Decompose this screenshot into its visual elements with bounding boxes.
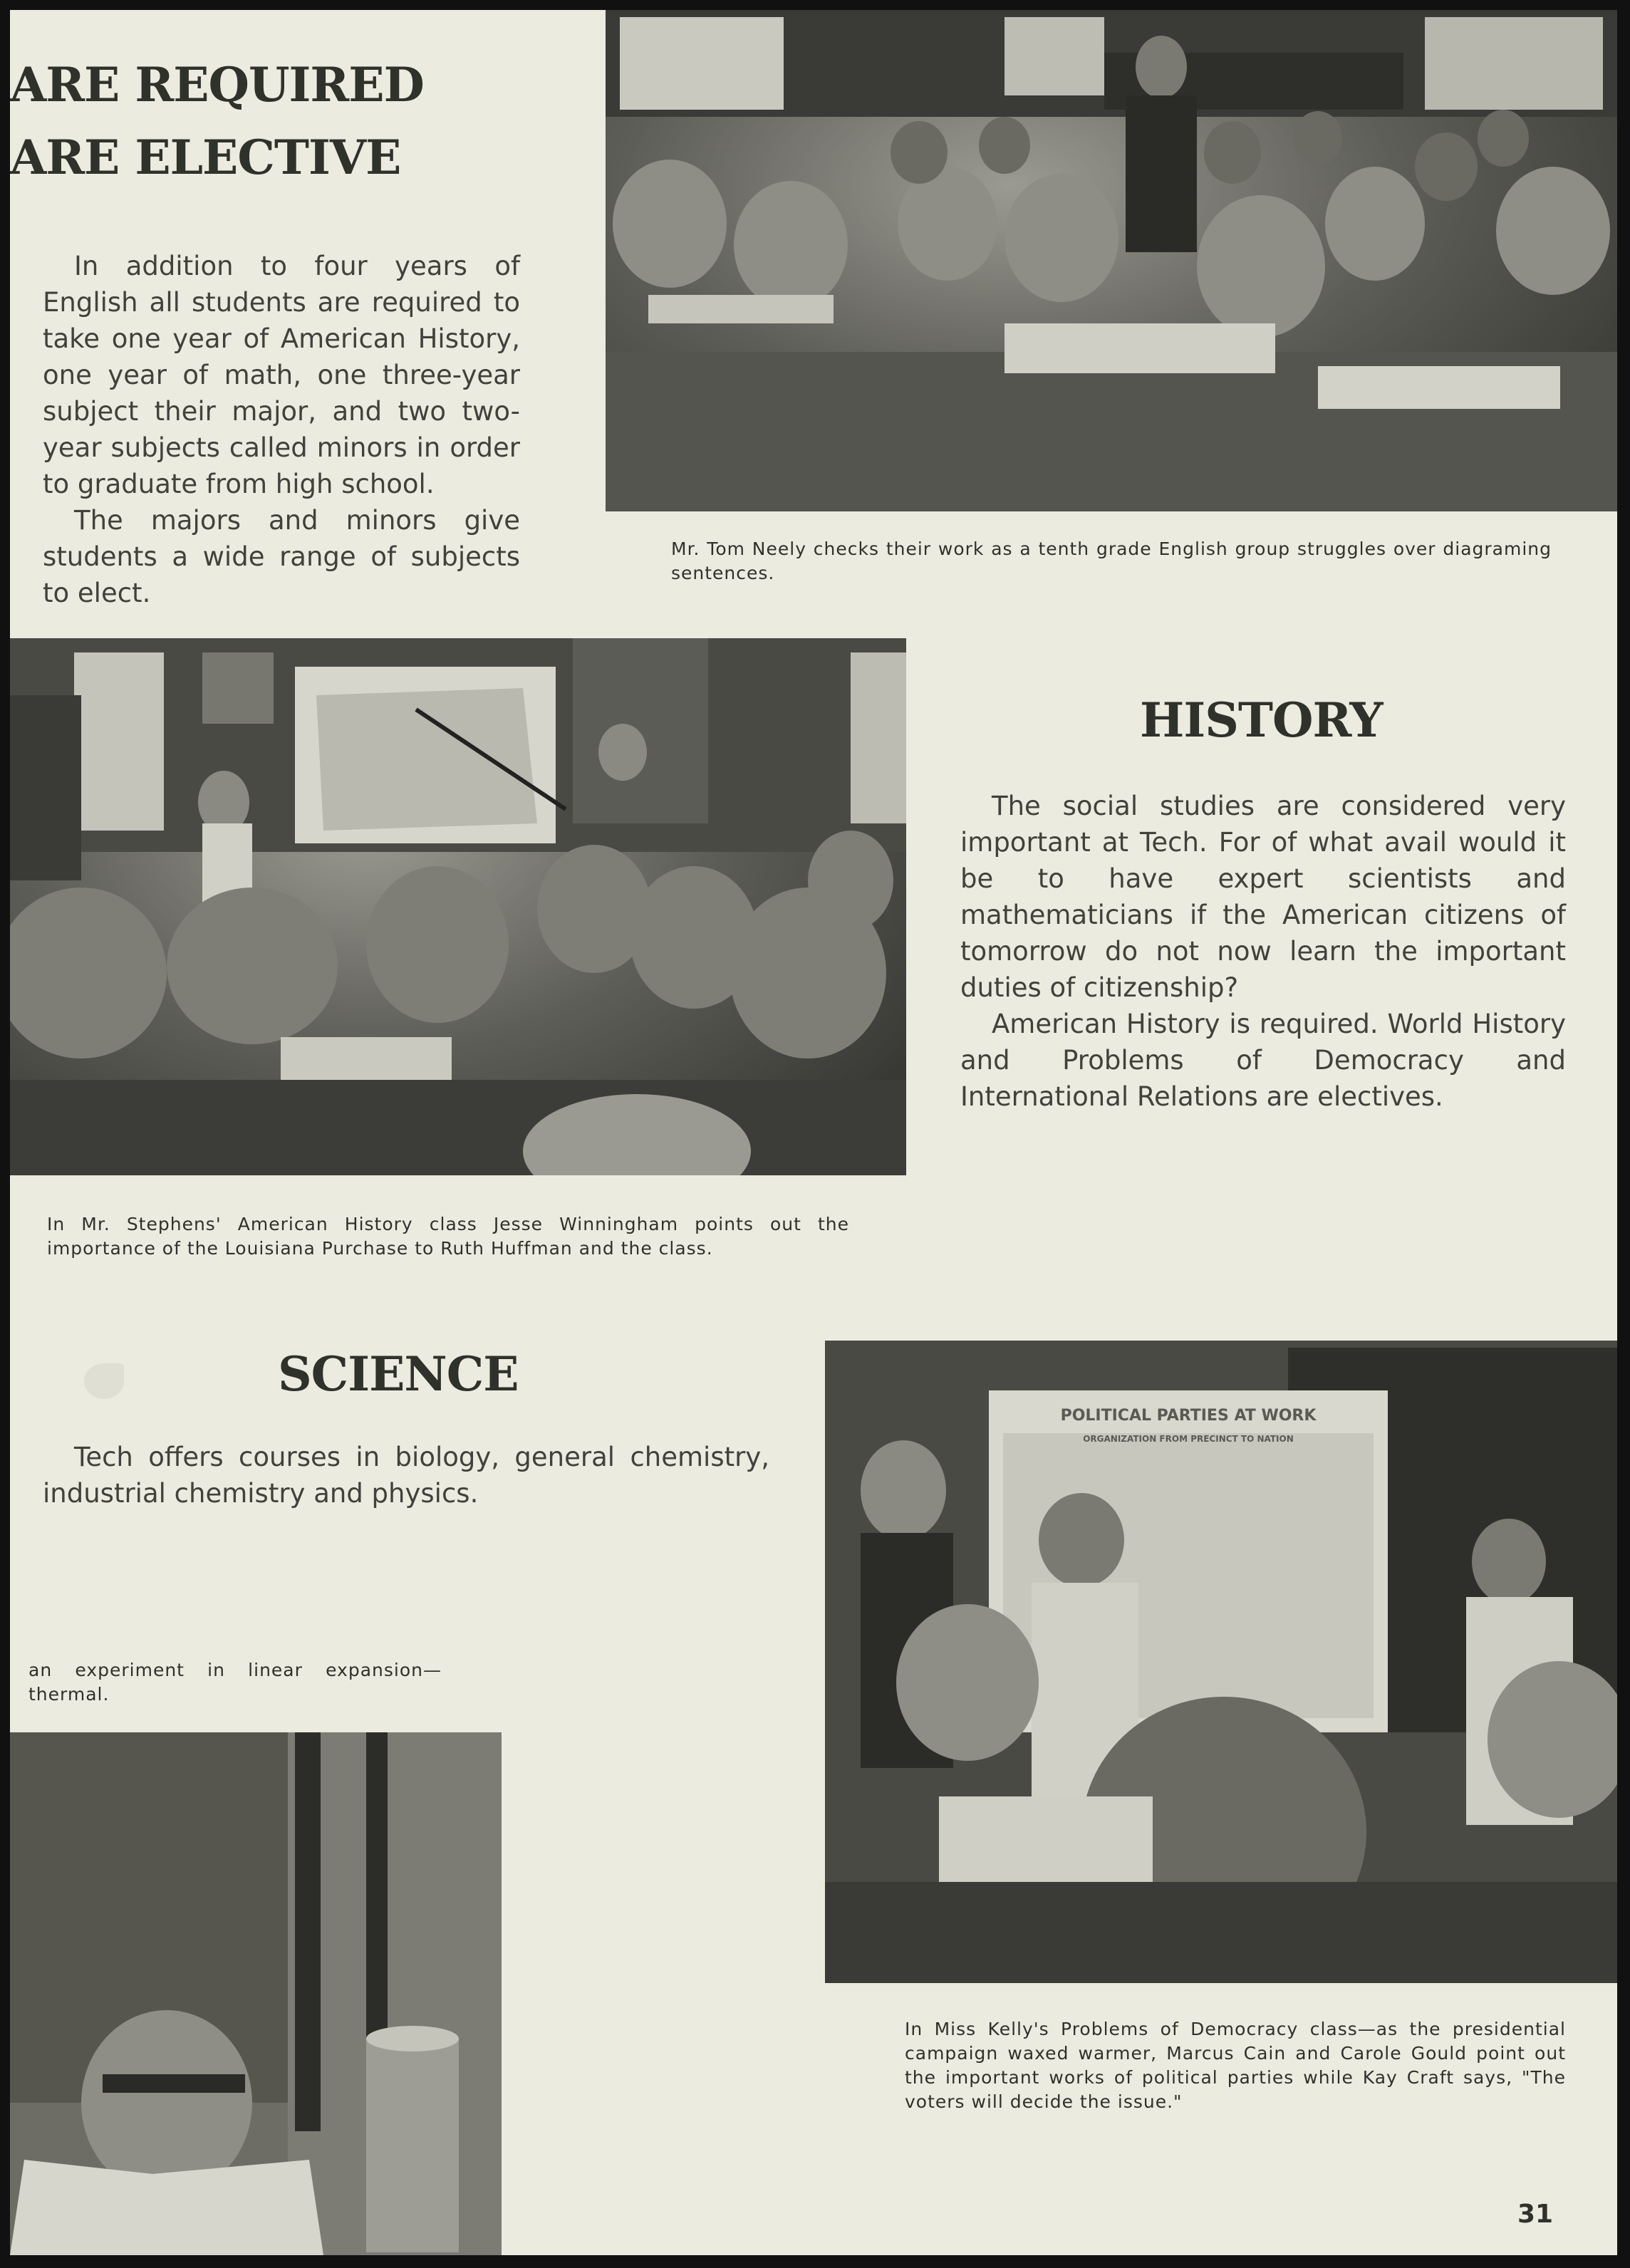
requirements-paragraph-2: The majors and minors give students a wide range of subjects to elect. (43, 505, 520, 608)
science-experiment-photo (10, 1732, 502, 2255)
poster-title: POLITICAL PARTIES AT WORK (1060, 1407, 1317, 1425)
required-heading-line-2: ARE ELECTIVE (10, 130, 401, 185)
required-heading-line-1: ARE REQUIRED (10, 57, 424, 113)
science-caption-fragment: an experiment in linear expansion— thermal. (28, 1660, 442, 1705)
requirements-text (43, 248, 520, 611)
requirements-paragraph-1: In addition to four years of English all students are required to take one year of American History, one year of math, one three-year subject their major, and two two-year subjects called minors in order to graduate from high school. (43, 251, 520, 499)
history-heading: HISTORY (1140, 692, 1383, 748)
history-class-caption: In Mr. Stephens' American History class Jesse Winningham points out the importance of the Louisiana Purchase to Ruth Huffman and the class. (47, 1214, 849, 1259)
page-number: 31 (1517, 2200, 1554, 2229)
science-text (43, 1439, 769, 1512)
poster-subtitle: ORGANIZATION FROM PRECINCT TO NATION (1083, 1434, 1294, 1444)
history-text (960, 788, 1566, 1115)
leaf-ornament-icon (84, 1363, 124, 1399)
science-heading: SCIENCE (278, 1346, 519, 1402)
history-class-photo (10, 638, 906, 1175)
history-paragraph-1: The social studies are considered very important at Tech. For of what avail would it be to have expert scientists and mathematicians if the American citizens of tomorrow do not now learn the important duties of citizenship? (960, 791, 1566, 1003)
history-paragraph-2: American History is required. World History and Problems of Democracy and International Relations are electives. (960, 1009, 1566, 1112)
democracy-class-caption: In Miss Kelly's Problems of Democracy class—as the presidential campaign waxed warmer, Marcus Cain and Carole Gould point out the important works of political parties while Kay Craft says, "The voters will decide the issue." (905, 2019, 1566, 2112)
democracy-class-photo (825, 1341, 1617, 1983)
science-paragraph-1: Tech offers courses in biology, general chemistry, industrial chemistry and physics. (43, 1442, 769, 1509)
yearbook-page (10, 10, 1617, 2255)
english-class-caption: Mr. Tom Neely checks their work as a tenth grade English group struggles over diagraming sentences. (671, 539, 1552, 583)
english-class-photo (606, 10, 1617, 511)
